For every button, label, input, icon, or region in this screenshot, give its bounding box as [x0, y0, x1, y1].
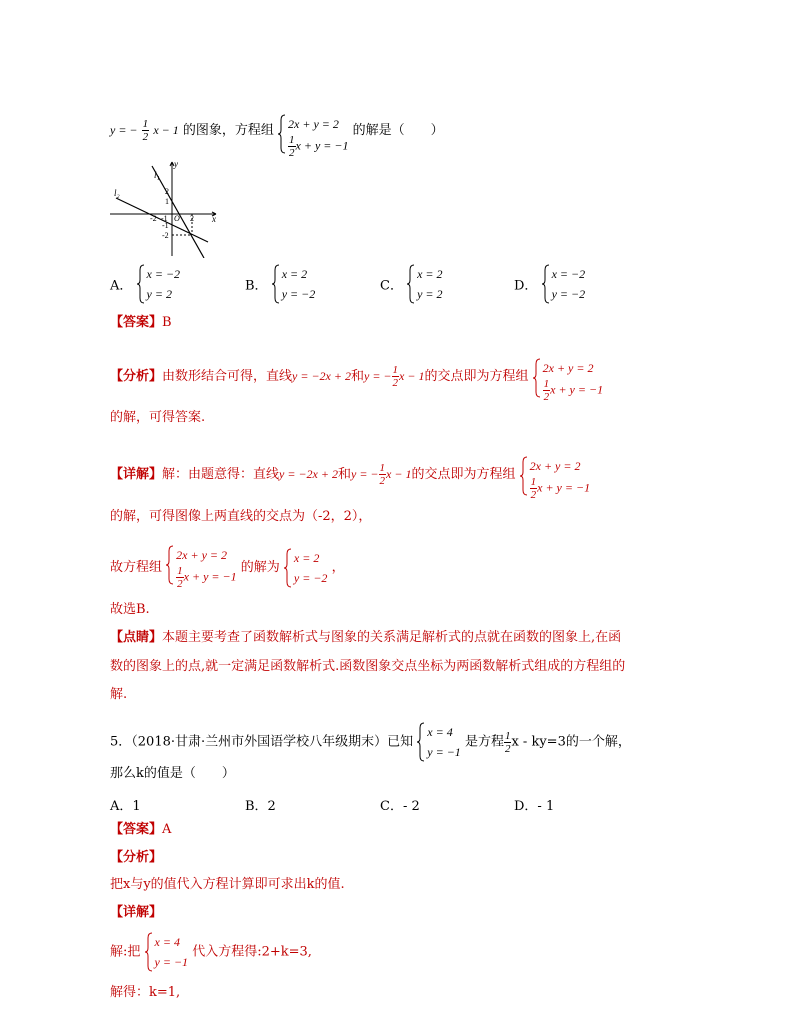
q4-analysis-line2: 的解，可得答案. — [110, 410, 206, 425]
q4-answer: 【答案】B — [110, 315, 172, 330]
label-origin: O — [174, 214, 180, 223]
q4-analysis: 【分析】由数形结合可得，直线y = −2x + 2和y = − $\frac{1}{2}$ x − 1的交点即为方程组 2x + y = 2 $\frac{1}{2}$ x + y = −1 — [110, 354, 603, 399]
q5-stem: 5．（2018·甘肃·兰州市外国语学校八年级期末）已知 x = 4 y = −1 是方程 $\frac{1}{2}$ x - ky=3的一个解， — [110, 722, 631, 762]
q5-option-a: A．1 — [110, 799, 141, 814]
tick-y-1: 1 — [165, 197, 169, 206]
tick-x-2: 2 — [190, 214, 194, 223]
q4-stem-text2: 的解是（ ） — [352, 123, 444, 138]
q5-detail-label: 【详解】 — [110, 905, 163, 920]
q4-option-c: C． x = 2 y = 2 — [380, 264, 443, 304]
label-x: x — [212, 214, 216, 224]
brace-icon — [417, 722, 425, 762]
q5-option-b: B．2 — [245, 799, 276, 814]
q4-comment-line1: 【点睛】本题主要考查了函数解析式与图象的关系满足解析式的点就在函数的图象上,在函 — [110, 630, 622, 645]
q4-eq-suffix: x − 1 — [153, 123, 179, 137]
q4-detail-line2: 的解，可得图像上两直线的交点为（-2，2）， — [110, 509, 372, 524]
q4-detail-line3: 故方程组 2x + y = 2 $\frac{1}{2}$ x + y = −1 的解为 x = 2 y = −2 ， — [110, 545, 345, 590]
tick-y-m2: -2 — [162, 231, 169, 240]
label-l1: l₁ — [154, 170, 160, 180]
q4-option-b: B． x = 2 y = −2 — [245, 264, 315, 304]
tick-x-m2: -2 — [150, 214, 157, 223]
q4-equation-system: 2x + y = 2 $\frac{1}{2}$ x + y = −1 — [278, 114, 348, 159]
tick-y-m1: -1 — [162, 221, 169, 230]
tick-y-2: 2 — [165, 187, 169, 196]
q5-option-c: C．- 2 — [380, 799, 420, 814]
tick-x-m1: -1 — [161, 214, 168, 223]
brace-icon — [145, 932, 153, 972]
q5-final: 解得：k=1, — [110, 985, 181, 1000]
brace-icon — [284, 548, 292, 588]
q4-eq-prefix: y = − — [110, 123, 138, 137]
q4-option-a: A． x = −2 y = 2 — [110, 264, 180, 304]
label-l2: l₂ — [114, 188, 120, 198]
q4-stem-text1: 的图象，方程组 — [182, 123, 274, 138]
q5-analysis-text: 把x与y的值代入方程计算即可求出k的值. — [110, 877, 345, 892]
brace-icon — [407, 264, 415, 304]
brace-icon — [542, 264, 550, 304]
brace-icon — [166, 545, 174, 585]
line-l1 — [152, 166, 204, 258]
q4-detail-line4: 故选B. — [110, 602, 150, 617]
brace-icon — [278, 114, 286, 154]
q4-stem — [110, 108, 444, 159]
q5-detail-line: 解:把 x = 4 y = −1 代入方程得:2+k=3, — [110, 932, 312, 972]
q5-line2: 那么k的值是（ ） — [110, 766, 235, 781]
brace-icon — [137, 264, 145, 304]
q5-answer: 【答案】A — [110, 822, 172, 837]
q5-analysis-label: 【分析】 — [110, 850, 163, 865]
brace-icon — [272, 264, 280, 304]
q4-comment-line3: 解. — [110, 687, 128, 702]
q4-graph — [110, 158, 222, 258]
brace-icon — [533, 358, 541, 398]
label-y: y — [174, 159, 178, 169]
q4-option-d: D． x = −2 y = −2 — [514, 264, 585, 304]
q4-fraction: $\frac{1}{2}$ — [142, 118, 149, 143]
q5-option-d: D．- 1 — [514, 799, 555, 814]
brace-icon — [520, 456, 528, 496]
q4-detail: 【详解】解：由题意得：直线y = −2x + 2和y = − $\frac{1}{2}$ x − 1的交点即为方程组 2x + y = 2 $\frac{1}{2}$ x + y = −1 — [110, 452, 590, 497]
q4-comment-line2: 数的图象上的点,就一定满足函数解析式.函数图象交点坐标为两函数解析式组成的方程组的 — [110, 659, 626, 674]
